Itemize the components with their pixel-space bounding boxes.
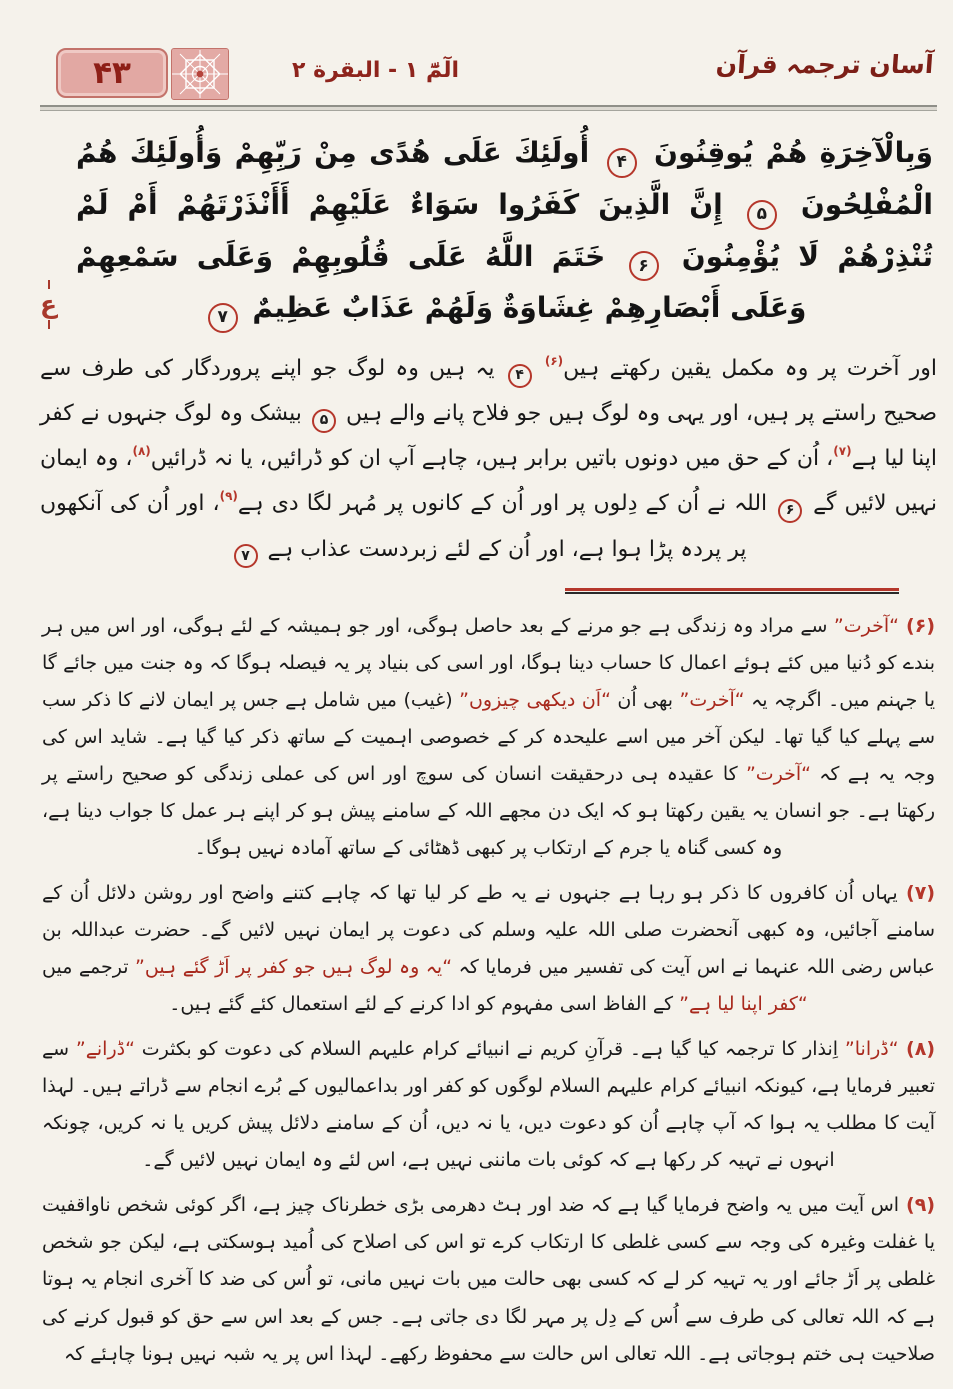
translation-text	[40, 346, 937, 571]
footnote-number: (۶)	[899, 614, 935, 637]
highlighted-term: “آخرت”	[833, 614, 899, 637]
highlighted-term: “اَن دیکھی چیزوں”	[459, 688, 611, 711]
text-segment: سے مراد وہ زندگی ہے جو مرنے کے بعد حاصل ہوگی، اور جو ہمیشہ کے لئے ہوگی، اور اس میں ہر بندے کو دُنیا میں کئے ہوئے اعمال کا حساب دینا ہوگا، اور اسی کی بنیاد پر یہ فیصلہ ہوگا کہ وہ جنت میں جائے گا یا جہنم میں۔ اگرچہ یہ	[42, 614, 935, 711]
footnote-8	[42, 1031, 935, 1179]
footnote-ref: (۷)	[833, 444, 852, 459]
verse-number-circle: ۵	[312, 409, 336, 433]
ornament-star-icon	[171, 48, 229, 100]
page-header	[40, 46, 937, 100]
footnotes-section	[40, 608, 937, 1373]
text-segment: أُولَئِكَ عَلَى هُدًى مِنْ رَبِّهِمْ وَأُولَئِكَ هُمُ الْمُفْلِحُونَ	[76, 136, 933, 221]
ruku-marker	[40, 277, 57, 332]
surah-title: الٓمّٓ ۱ - البقرة ۲	[292, 58, 459, 83]
footnote-number: (۸)	[898, 1038, 936, 1061]
footnote-ref: (۶)	[544, 354, 564, 369]
footnote-ref: (۹)	[219, 489, 238, 504]
highlighted-term: “یہ وہ لوگ ہیں جو کفر پر اَڑ گئے ہیں”	[135, 956, 453, 979]
verse-number-circle: ۴	[508, 364, 532, 388]
quran-verses	[40, 127, 937, 334]
ruku-letter: ع	[40, 290, 58, 320]
verse-number-circle: ۶	[629, 251, 659, 281]
text-segment: ، وہ ایمان نہیں لائیں گے	[40, 446, 937, 517]
footnote-number: (۷)	[897, 881, 935, 904]
text-segment: خَتَمَ اللَّهُ عَلَى قُلُوبِهِمْ وَعَلَى سَمْعِهِمْ وَعَلَى أَبْصَارِهِمْ غِشَاوَةٌ وَلَهُمْ عَذَابٌ عَظِيمٌ	[76, 239, 807, 325]
highlighted-term: “ڈرانے”	[75, 1038, 135, 1061]
verse-number-circle: ۶	[778, 499, 802, 523]
highlighted-term: “کفر اپنا لیا ہے”	[679, 993, 808, 1016]
arabic-verse-text	[76, 127, 933, 334]
text-segment: ترجمے میں	[42, 956, 136, 979]
text-segment	[535, 356, 545, 381]
highlighted-term: “ڈرانا”	[844, 1038, 899, 1061]
text-segment: اور آخرت پر وہ مکمل یقین رکھتے ہیں	[563, 356, 938, 382]
urdu-translation	[40, 346, 937, 571]
text-segment: کے الفاظ اسی مفہوم کو ادا کرنے کے لئے استعمال کئے گئے ہیں۔	[169, 993, 680, 1016]
footnote-7	[42, 875, 935, 1023]
ruku-dash	[48, 280, 50, 289]
verse-number-circle: ۴	[607, 148, 637, 178]
header-divider	[40, 105, 937, 111]
highlighted-term: “آخرت”	[679, 688, 745, 711]
text-segment: بیشک وہ لوگ جنہوں نے کفر اپنا لیا ہے	[40, 401, 938, 472]
footnote-6	[42, 608, 935, 867]
book-title: آسان ترجمہ قرآن	[714, 50, 935, 79]
text-segment: إِنَّ الَّذِينَ كَفَرُوا سَوَاءٌ عَلَيْهِمْ أَأَنْذَرْتَهُمْ أَمْ لَمْ تُنْذِرْهُمْ لَا يُؤْمِنُونَ	[76, 187, 933, 273]
verse-number-circle: ۷	[208, 303, 238, 333]
page-number: ۴۳	[56, 48, 168, 98]
text-segment: اِنذار کا ترجمہ کیا گیا ہے۔ قرآنِ کریم نے انبیائے کرام علیہم السلام کی دعوت کو بکثرت	[134, 1038, 845, 1061]
text-segment: اللہ نے اُن کے دِلوں پر اور اُن کے کانوں پر مُہر لگا دی ہے	[237, 491, 776, 517]
text-segment: کا عقیدہ ہی درحقیقت انسان کی سوچ اور اس کی عملی زندگی کو صحیح راستے پر رکھتا ہے۔ جو انسان یہ یقین رکھتا ہو کہ ایک دن مجھے اللہ کے سامنے پیش ہو کر اپنے ہر عمل کا جواب دینا ہے، وہ کسی گناہ یا جرم کے ارتکاب پر کبھی ڈھٹائی کے ساتھ آمادہ نہیں ہوگا۔	[42, 762, 935, 859]
footnote-9	[42, 1187, 935, 1372]
verse-number-circle: ۵	[747, 200, 777, 230]
text-segment: ، اور اُن کی آنکھوں پر پردہ پڑا ہوا ہے، اور اُن کے لئے زبردست عذاب ہے	[40, 491, 747, 562]
text-segment: وَبِالْآخِرَةِ هُمْ يُوقِنُونَ	[641, 136, 934, 169]
footnote-divider	[565, 588, 899, 594]
footnote-ref: (۸)	[132, 444, 151, 459]
text-segment: (غیب) میں شامل ہے جس پر ایمان لانے کا ذکر سب سے پہلے کیا گیا تھا۔ لیکن آخر میں اسے علیحدہ کر کے خصوصی اہمیت کے ساتھ ذکر کیا گیا ہے۔ شاید اس کی وجہ یہ ہے کہ	[42, 688, 935, 785]
page-number-badge	[56, 48, 229, 98]
text-segment: اس آیت میں یہ واضح فرمایا گیا ہے کہ ضد اور ہٹ دھرمی بڑی خطرناک چیز ہے، اگر کوئی شخص ناواقفیت یا غفلت وغیرہ کی وجہ سے کسی غلطی کا ارتکاب کرے تو اس کی اصلاح کی اُمید ہوسکتی ہے، لیکن جو شخص غلطی پر اَڑ جائے اور یہ تہیہ کر لے کہ کسی بھی حالت میں بات نہیں مانی، تو اُس کی ضد کا آخری انجام یہ ہوتا ہے کہ اللہ تعالی کی طرف سے اُس کے دِل پر مہر لگا دی جاتی ہے۔ جس کے بعد اس سے حق کو قبول کرنے کی صلاحیت ہی ختم ہوجاتی ہے۔ اللہ تعالی اس حالت سے محفوظ رکھے۔ لہذا اس پر یہ شبہ نہیں ہونا چاہئے کہ	[42, 1194, 935, 1365]
text-segment: یہاں اُن کافروں کا ذکر ہو رہا ہے جنہوں نے یہ طے کر لیا تھا کہ چاہے کتنے واضح اور روشن دلائل اُن کے سامنے آجائیں، وہ کبھی آنحضرت صلی اللہ علیہ وسلم کی دعوت پر ایمان نہیں لائیں گے۔ حضرت عبداللہ بن عباس رضی اللہ عنہما نے اس آیت کی تفسیر میں فرمایا کہ	[42, 881, 935, 979]
ruku-dash	[48, 320, 50, 329]
text-segment: ، اُن کے حق میں دونوں باتیں برابر ہیں، چاہے آپ ان کو ڈرائیں، یا نہ ڈرائیں	[150, 446, 834, 472]
text-segment: سے تعبیر فرمایا ہے، کیونکہ انبیائے کرام علیہم السلام لوگوں کو کفر اور بداعمالیوں کے بُرے انجام سے ڈراتے ہیں۔ لہذا آیت کا مطلب یہ ہوا کہ آپ چاہے اُن کو دعوت دیں، یا نہ دیں، اُن کے سامنے دلائل پیش کریں یا نہ کریں، چونکہ انہوں نے تہیہ کر رکھا ہے کہ کوئی بات ماننی نہیں ہے، اس لئے وہ ایمان نہیں لائیں گے۔	[42, 1038, 935, 1172]
verse-number-circle: ۷	[234, 544, 258, 568]
text-segment: یہ ہیں وہ لوگ جو اپنے پروردگار کی طرف سے صحیح راستے پر ہیں، اور یہی وہ لوگ ہیں جو فلاح پانے والے ہیں	[40, 356, 938, 427]
highlighted-term: “آخرت”	[745, 762, 812, 785]
text-segment: بھی اُن	[610, 688, 680, 711]
footnote-number: (۹)	[899, 1194, 935, 1217]
